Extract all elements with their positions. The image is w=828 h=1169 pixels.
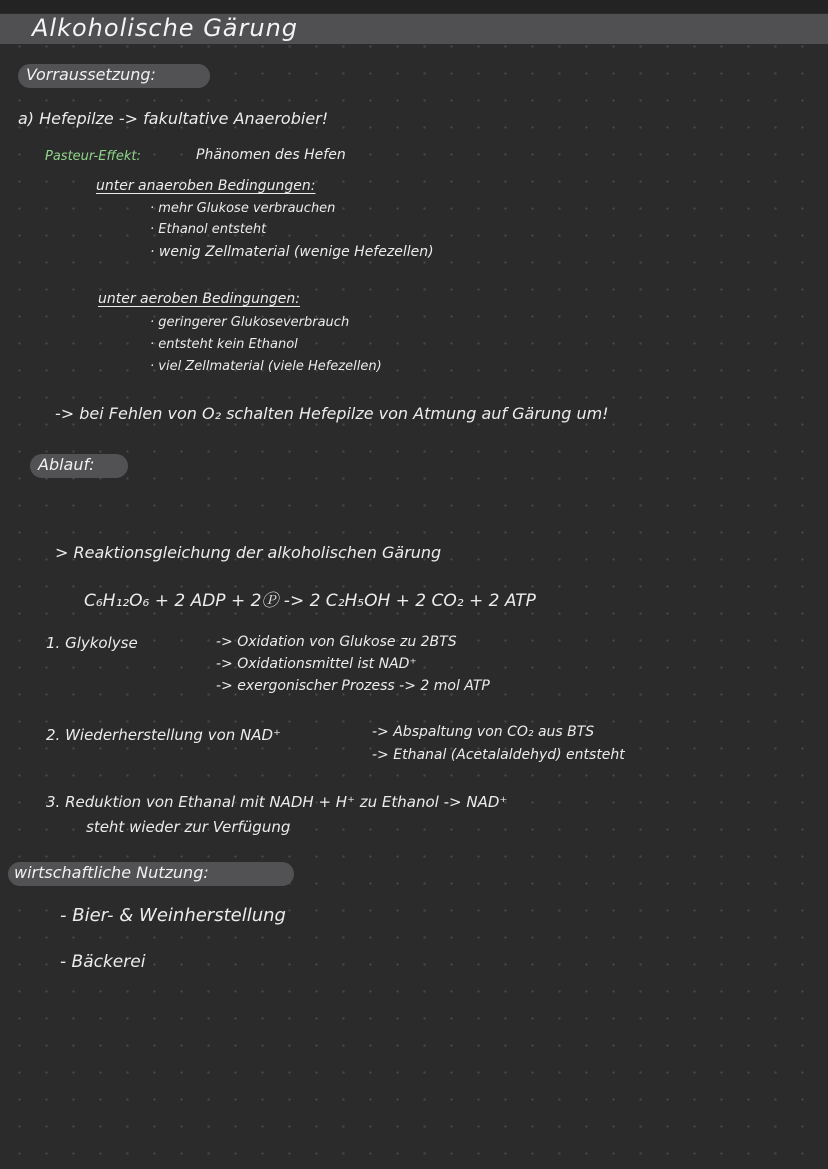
anaerob-heading: unter anaeroben Bedingungen: bbox=[96, 178, 316, 194]
anaerob-item: · Ethanol entsteht bbox=[150, 222, 267, 237]
step3-line: steht wieder zur Verfügung bbox=[86, 818, 291, 836]
nutzung-item: - Bäckerei bbox=[60, 952, 146, 972]
reaction-heading: > Reaktionsgleichung der alkoholischen Gärung bbox=[55, 543, 442, 562]
anaerob-item: · mehr Glukose verbrauchen bbox=[150, 201, 336, 216]
pasteur-text: Phänomen des Hefen bbox=[196, 147, 346, 163]
nutzung-item: - Bier- & Weinherstellung bbox=[60, 905, 286, 926]
step1-label: 1. Glykolyse bbox=[46, 634, 138, 652]
page-title: Alkoholische Gärung bbox=[32, 14, 299, 42]
aerob-heading: unter aeroben Bedingungen: bbox=[98, 291, 300, 307]
hefe-line: a) Hefepilze -> fakultative Anaerobier! bbox=[18, 109, 329, 128]
step1-item: -> exergonischer Prozess -> 2 mol ATP bbox=[216, 678, 490, 694]
o2-line: -> bei Fehlen von O₂ schalten Hefepilze von Atmung auf Gärung um! bbox=[55, 404, 609, 423]
section-heading-voraussetzung: Vorraussetzung: bbox=[26, 65, 156, 84]
top-bar bbox=[0, 0, 828, 13]
reaction-equation: C₆H₁₂O₆ + 2 ADP + 2Ⓟ -> 2 C₂H₅OH + 2 CO₂ + 2 ATP bbox=[84, 591, 536, 611]
aerob-item: · entsteht kein Ethanol bbox=[150, 337, 298, 352]
step2-item: -> Ethanal (Acetalaldehyd) entsteht bbox=[372, 747, 625, 763]
aerob-item: · geringerer Glukoseverbrauch bbox=[150, 315, 350, 330]
pasteur-label: Pasteur-Effekt: bbox=[45, 149, 141, 164]
aerob-item: · viel Zellmaterial (viele Hefezellen) bbox=[150, 359, 382, 374]
step2-item: -> Abspaltung von CO₂ aus BTS bbox=[372, 724, 595, 740]
step1-item: -> Oxidation von Glukose zu 2BTS bbox=[216, 634, 457, 650]
anaerob-item: · wenig Zellmaterial (wenige Hefezellen) bbox=[150, 244, 434, 260]
step1-item: -> Oxidationsmittel ist NAD⁺ bbox=[216, 656, 417, 672]
section-heading-nutzung: wirtschaftliche Nutzung: bbox=[14, 863, 209, 882]
step2-label: 2. Wiederherstellung von NAD⁺ bbox=[46, 726, 281, 744]
step3-line: 3. Reduktion von Ethanal mit NADH + H⁺ zu Ethanol -> NAD⁺ bbox=[46, 793, 508, 811]
section-heading-ablauf: Ablauf: bbox=[38, 455, 95, 474]
